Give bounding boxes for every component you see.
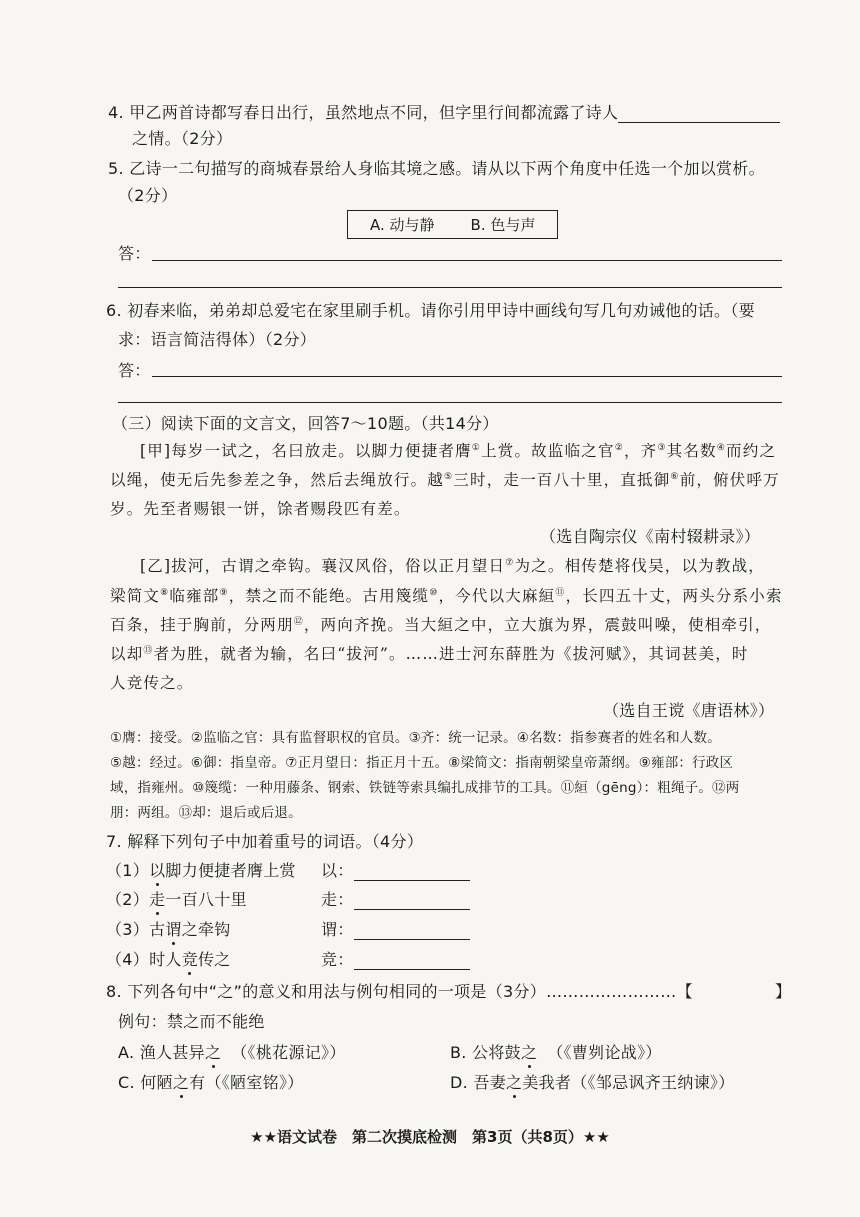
section3-heading: （三）阅读下面的文言文，回答7～10题。（共14分） <box>112 414 499 433</box>
q5-line-2: （2分） <box>118 186 178 205</box>
q4-line-1 <box>108 103 780 123</box>
emphasis-char: 之 <box>204 1043 222 1062</box>
q8-option-b[interactable]: B. 公将鼓之 （《曹刿论战》） <box>450 1043 662 1062</box>
q4-line-2: 之情。（2分） <box>132 129 233 148</box>
q5-line-1: 5. 乙诗一二句描写的商城春景给人身临其境之感。请从以下两个角度中任选一个加以赏析。 <box>108 159 765 178</box>
q7-item-1-key: 以： <box>321 861 470 881</box>
q4-text: 4. 甲乙两首诗都写春日出行，虽然地点不同，但字里行间都流露了诗人 <box>108 103 619 122</box>
passage-b-line-1: [乙]拔河，古谓之牵钩。襄汉风俗，俗以正月望日⑦为之。相传楚将伐吴，以为教战， <box>140 557 765 575</box>
passage-a-source: （选自陶宗仪《南村辍耕录》） <box>540 527 761 546</box>
q7-answer-blank-4[interactable] <box>354 969 470 970</box>
passage-b-line-2: 梁简文⑧临雍部⑨，禁之而不能绝。古用篾缆⑩，今代以大麻絙⑪，长四五十丈，两头分系小索 <box>110 587 783 605</box>
q8-stem: 8. 下列各句中“之”的意义和用法与例句相同的一项是（3分）……………………【 <box>106 982 693 1001</box>
q5-answer-label: 答： <box>118 244 151 263</box>
passage-a-line-2: 以绳，使无后先参差之争，然后去绳放行。越⑤三时，走一百八十里，直抵御⑥前，俯伏呼万 <box>110 471 780 489</box>
notes-line-4: 朋：两组。⑬却：退后或后退。 <box>110 805 302 821</box>
q7-item-2: （2）走一百八十里 <box>106 890 247 909</box>
notes-line-1: ①膺：接受。②监临之官：具有监督职权的官员。③齐：统一记录。④名数：指参赛者的姓名和人数。 <box>110 730 721 746</box>
q6-answer-line-1[interactable] <box>152 376 782 377</box>
q6-line-2: 求：语言简洁得体）（2分） <box>118 330 317 349</box>
emphasis-char: 谓 <box>165 920 182 939</box>
passage-b-line-3: 百条，挂于胸前，分两朋⑫，两向齐挽。当大絙之中，立大旗为界，震鼓叫噪，使相牵引， <box>110 616 772 634</box>
notes-line-3: 域，指雍州。⑩篾缆：一种用藤条、钢索、铁链等索具编扎成排节的工具。⑪絙（gēng）：粗绳子。⑫两 <box>110 780 740 796</box>
q6-answer-label: 答： <box>118 361 151 380</box>
passage-b-line-5: 人竞传之。 <box>110 674 194 692</box>
q8-option-c[interactable]: C. 何陋之有（《陋室铭》） <box>118 1073 304 1092</box>
q6-answer-line-2[interactable] <box>118 402 782 403</box>
notes-line-2: ⑤越：经过。⑥御：指皇帝。⑦正月望日：指正月十五。⑧梁简文：指南朝梁皇帝萧纲。⑨雍部：行政区 <box>110 755 734 771</box>
q7-answer-blank-1[interactable] <box>354 880 470 881</box>
option-a: A. 动与静 <box>370 216 435 234</box>
emphasis-char: 以 <box>149 861 166 880</box>
passage-b-source: （选自王谠《唐语林》） <box>603 701 775 720</box>
q7-stem: 7. 解释下列句子中加着重号的词语。（4分） <box>106 832 424 851</box>
q5-answer-line-1[interactable] <box>152 260 782 261</box>
q5-options-box <box>347 210 558 239</box>
q8-bracket-close: 】 <box>775 982 792 1001</box>
option-b: B. 色与声 <box>470 216 536 234</box>
passage-a-line-3: 岁。先至者赐银一饼，馀者赐段匹有差。 <box>110 500 411 518</box>
q8-example: 例句：禁之而不能绝 <box>118 1012 265 1031</box>
passage-b-line-4: 以却⑬者为胜，就者为输，名曰“拔河”。……进士河东薛胜为《拔河赋》，其词甚美，时 <box>110 645 749 663</box>
q7-item-1: （1）以脚力便捷者膺上赏 <box>106 861 296 880</box>
passage-a-line-1: [甲]每岁一试之，名曰放走。以脚力便捷者膺①上赏。故监临之官②，齐③其名数④而约之 <box>140 442 777 460</box>
q7-item-4-key: 竞： <box>321 950 470 970</box>
page-footer: ★★语文试卷 第二次摸底检测 第3页（共8页）★★ <box>250 1128 610 1146</box>
q7-answer-blank-3[interactable] <box>354 939 470 940</box>
emphasis-char: 走 <box>149 890 166 909</box>
q7-item-4: （4）时人竞传之 <box>106 950 231 969</box>
q5-answer-line-2[interactable] <box>118 287 782 288</box>
q7-item-3: （3）古谓之牵钩 <box>106 920 231 939</box>
q7-answer-blank-2[interactable] <box>354 909 470 910</box>
q8-option-d[interactable]: D. 吾妻之美我者（《邹忌讽齐王纳谏》） <box>450 1073 735 1092</box>
emphasis-char: 之 <box>172 1073 190 1092</box>
q7-item-2-key: 走： <box>321 890 470 910</box>
emphasis-char: 竞 <box>181 950 198 969</box>
emphasis-char: 之 <box>506 1073 523 1092</box>
q6-line-1: 6. 初春来临，弟弟却总爱宅在家里刷手机。请你引用甲诗中画线句写几句劝诫他的话。（要 <box>106 301 755 320</box>
q7-item-3-key: 谓： <box>321 920 470 940</box>
emphasis-char: 之 <box>520 1043 538 1062</box>
q8-option-a[interactable]: A. 渔人甚异之 （《桃花源记》） <box>118 1043 346 1062</box>
q4-blank[interactable] <box>618 122 780 123</box>
